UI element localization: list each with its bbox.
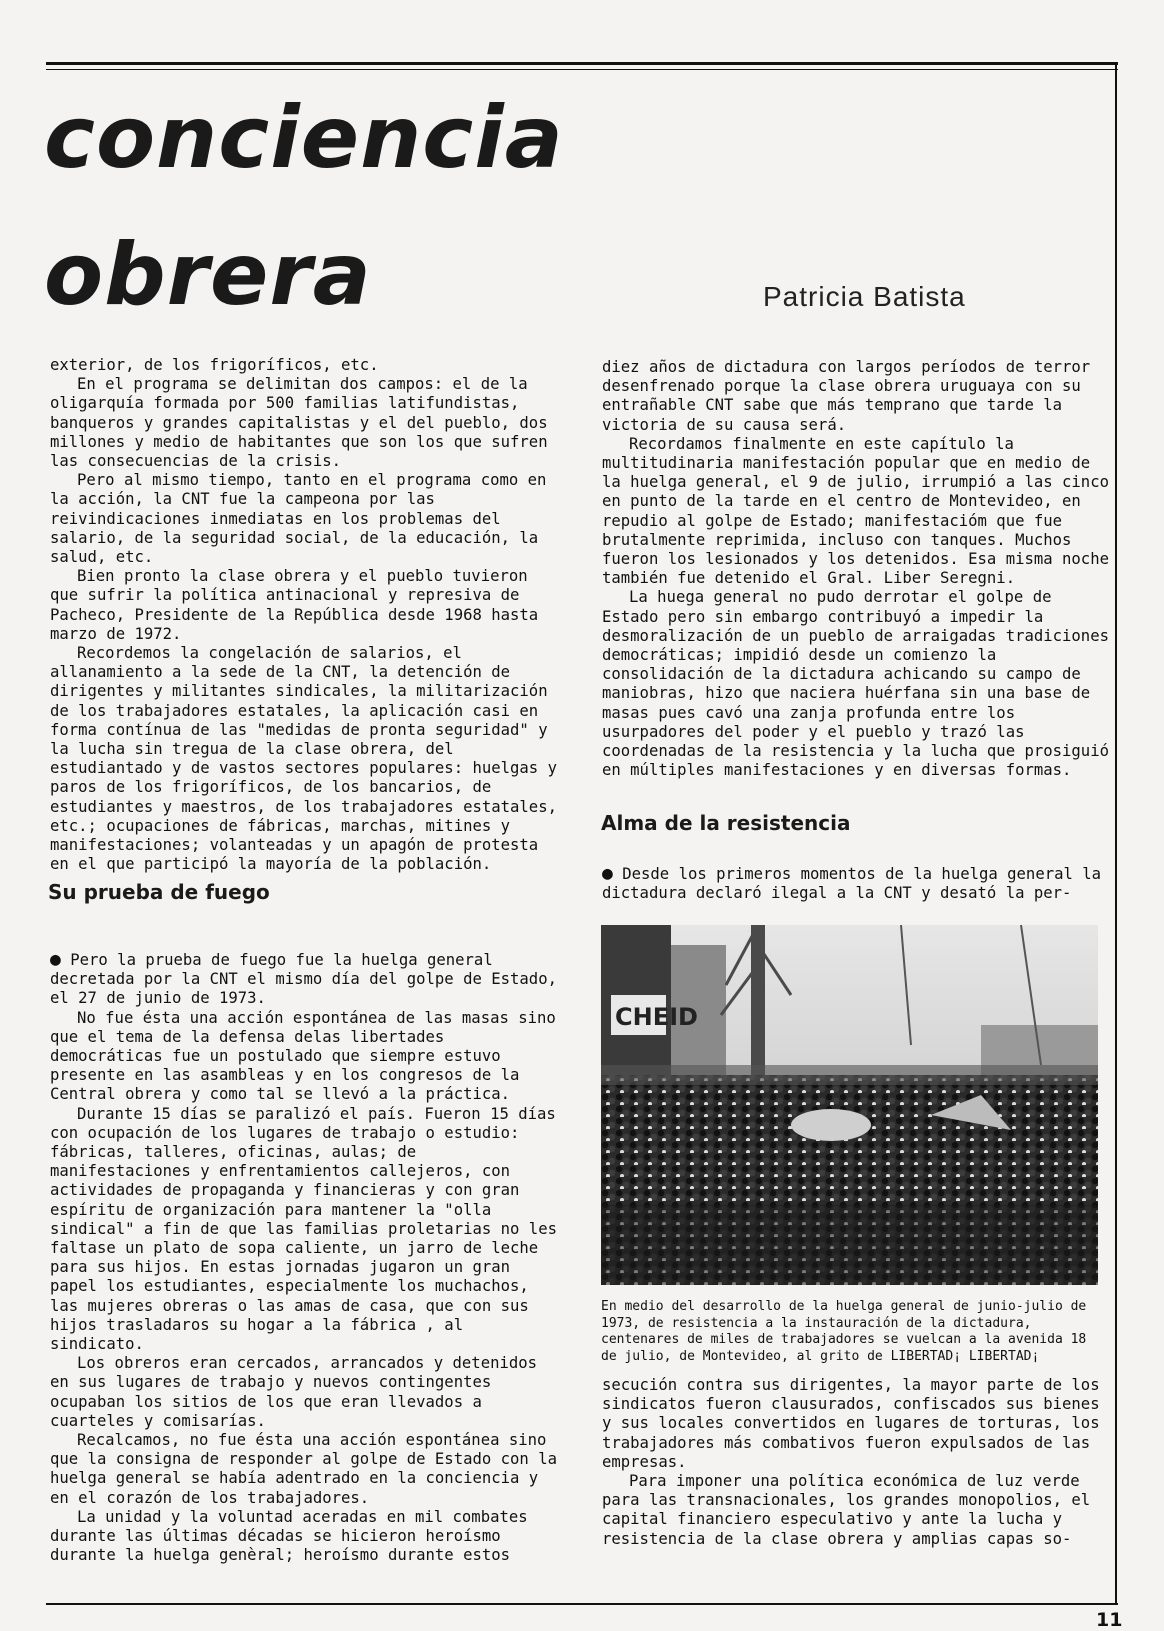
left-column-intro	[50, 356, 558, 874]
paragraph: La unidad y la voluntad aceradas en mil combates durante las últimas décadas se hicieron heroísmo durante la huelga genèral; heroísmo durante estos	[50, 1507, 528, 1565]
section-heading-alma-de-la-resistencia: Alma de la resistencia	[601, 811, 851, 835]
page-number: 11	[1096, 1609, 1123, 1631]
paragraph: exterior, de los frigoríficos, etc.	[50, 356, 379, 374]
paragraph: Pero al mismo tiempo, tanto en el programa como en la acción, la CNT fue la campeona por las reivindicaciones inmediatas en los problemas del salario, de la seguridad social, de la educación, la salud, etc.	[50, 471, 547, 567]
paragraph: Para imponer una política económica de luz verde para las transnacionales, los grandes monopolios, el capital financiero especulativo y ante la lucha y resistencia de la clase obrera y amplias capas so-	[602, 1472, 1091, 1548]
right-column-intro	[602, 358, 1112, 780]
top-rule	[46, 62, 1118, 65]
right-column-section-lead	[602, 865, 1112, 903]
section-heading-su-prueba-de-fuego: Su prueba de fuego	[48, 880, 270, 904]
paragraph: secución contra sus dirigentes, la mayor parte de los sindicatos fueron clausurados, confiscados sus bienes y sus locales convertidos en lugares de torturas, los trabajadores más combativos fueron expulsados de las empresas.	[602, 1376, 1100, 1471]
paragraph: Recordamos finalmente en este capítulo la multitudinaria manifestación popular que en medio de la huelga general, el 9 de julio, irrumpió a las cinco en punto de la tarde en el centro de Montevideo, en repudio al golpe de Estado; manifestacióm que fue brutalmente reprimida, incluso con tanques. Muchos fueron los lesionados y los detenidos. Esa misma noche también fue detenido el Gral. Liber Seregni.	[602, 434, 1109, 588]
paragraph: Los obreros eran cercados, arrancados y detenidos en sus lugares de trabajo y nuevos contingentes ocupaban los sitios de los que eran llevados a cuarteles y comisarías.	[50, 1354, 538, 1430]
paragraph: Recalcamos, no fue ésta una acción espontánea sino que la consigna de responder al golpe de Estado con la huelga general se había adentrado en la conciencia y en el corazón de los trabajadores.	[50, 1431, 557, 1507]
paragraph: La huega general no pudo derrotar el golpe de Estado pero sin embargo contribuyó a impedir la desmoralización de un pueblo de arraigadas tradiciones democráticas; impidió desde un comienzo la consolidación de la dictadura achicando su campo de maniobras, hizo que naciera huérfana sin una base de masas pues cavó una zanja profunda entre los usurpadores del poder y el pueblo y trazó las coordenadas de la resistencia y la lucha que prosiguió en múltiples manifestaciones y en diversas formas.	[602, 588, 1109, 780]
paragraph: Bien pronto la clase obrera y el pueblo tuvieron que sufrir la política antinacional y represiva de Pacheco, Presidente de la República desde 1968 hasta marzo de 1972.	[50, 567, 539, 643]
photo-sign-text: CHEID	[615, 1003, 698, 1031]
top-rule-thin	[46, 69, 1118, 70]
right-column-after-photo	[602, 1376, 1112, 1549]
photo-caption: En medio del desarrollo de la huelga general de junio-julio de 1973, de resistencia a la instauración de la dictadura, centenares de miles de trabajadores se vuelcan a la avenida 18 de julio, de Montevideo, al grito de LIBERTAD¡ LIBERTAD¡	[601, 1299, 1087, 1364]
title-line-2: obrera	[44, 225, 372, 325]
paragraph: Desde los primeros momentos de la huelga general la dictadura declaró ilegal a la CNT y desató la per-	[602, 865, 1102, 903]
paragraph: En el programa se delimitan dos campos: el de la oligarquía formada por 500 familias latifundistas, banqueros y grandes capitalistas y el del pueblo, dos millones y medio de habitantes que son los que sufren las consecuencias de la crisis.	[50, 375, 548, 471]
paragraph: Recordemos la congelación de salarios, el allanamiento a la sede de la CNT, la detención de dirigentes y militantes sindicales, la militarización de los trabajadores estatales, la aplicación casi en forma contínua de las "medidas de pronta seguridad" y la lucha sin tregua de la clase obrera, del estudiantado y de vastos sectores populares: huelgas y paros de los frigoríficos, de los bancarios, de estudiantes y maestros, de los trabajadores estatales, etc.; ocupaciones de fábricas, marchas, mitines y manifestaciones; volanteadas y un apagón de protesta en el que participó la mayoría de la población.	[50, 644, 557, 874]
bottom-rule	[46, 1603, 1118, 1605]
author-byline: Patricia Batista	[763, 281, 966, 312]
paragraph: Pero la prueba de fuego fue la huelga general decretada por la CNT el mismo día del golpe de Estado, el 27 de junio de 1973.	[50, 951, 557, 1008]
protest-photo	[601, 925, 1098, 1285]
bullet-icon: ●	[50, 949, 61, 970]
bullet-icon: ●	[602, 863, 613, 884]
paragraph: Durante 15 días se paralizó el país. Fueron 15 días con ocupación de los lugares de trabajo o estudio: fábricas, talleres, oficinas, aulas; de manifestaciones y enfrentamientos callejeros, con actividades de propaganda y financieras y con gran espíritu de organización para mantener la "olla sindical" a fin de que las familias proletarias no les faltase un plato de sopa caliente, un jarro de leche para sus hijos. En estas jornadas jugaron un gran papel los estudiantes, especialmente los muchachos, las mujeres obreras o las amas de casa, que con sus hijos trasladaros su hogar a la fábrica , al sindicato.	[50, 1104, 557, 1354]
right-rule	[1115, 62, 1117, 1604]
paragraph: No fue ésta una acción espontánea de las masas sino que el tema de la defensa delas libertades democráticas fue un postulado que siempre estuvo presente en las asambleas y en los congresos de la Central obrera y como tal se llevó a la práctica.	[50, 1008, 556, 1104]
title-line-1: conciencia	[44, 88, 564, 188]
left-column-section	[50, 951, 558, 1566]
paragraph: diez años de dictadura con largos períodos de terror desenfrenado porque la clase obrera uruguaya con su entrañable CNT sabe que más temprano que tarde la victoria de su causa será.	[602, 358, 1091, 434]
